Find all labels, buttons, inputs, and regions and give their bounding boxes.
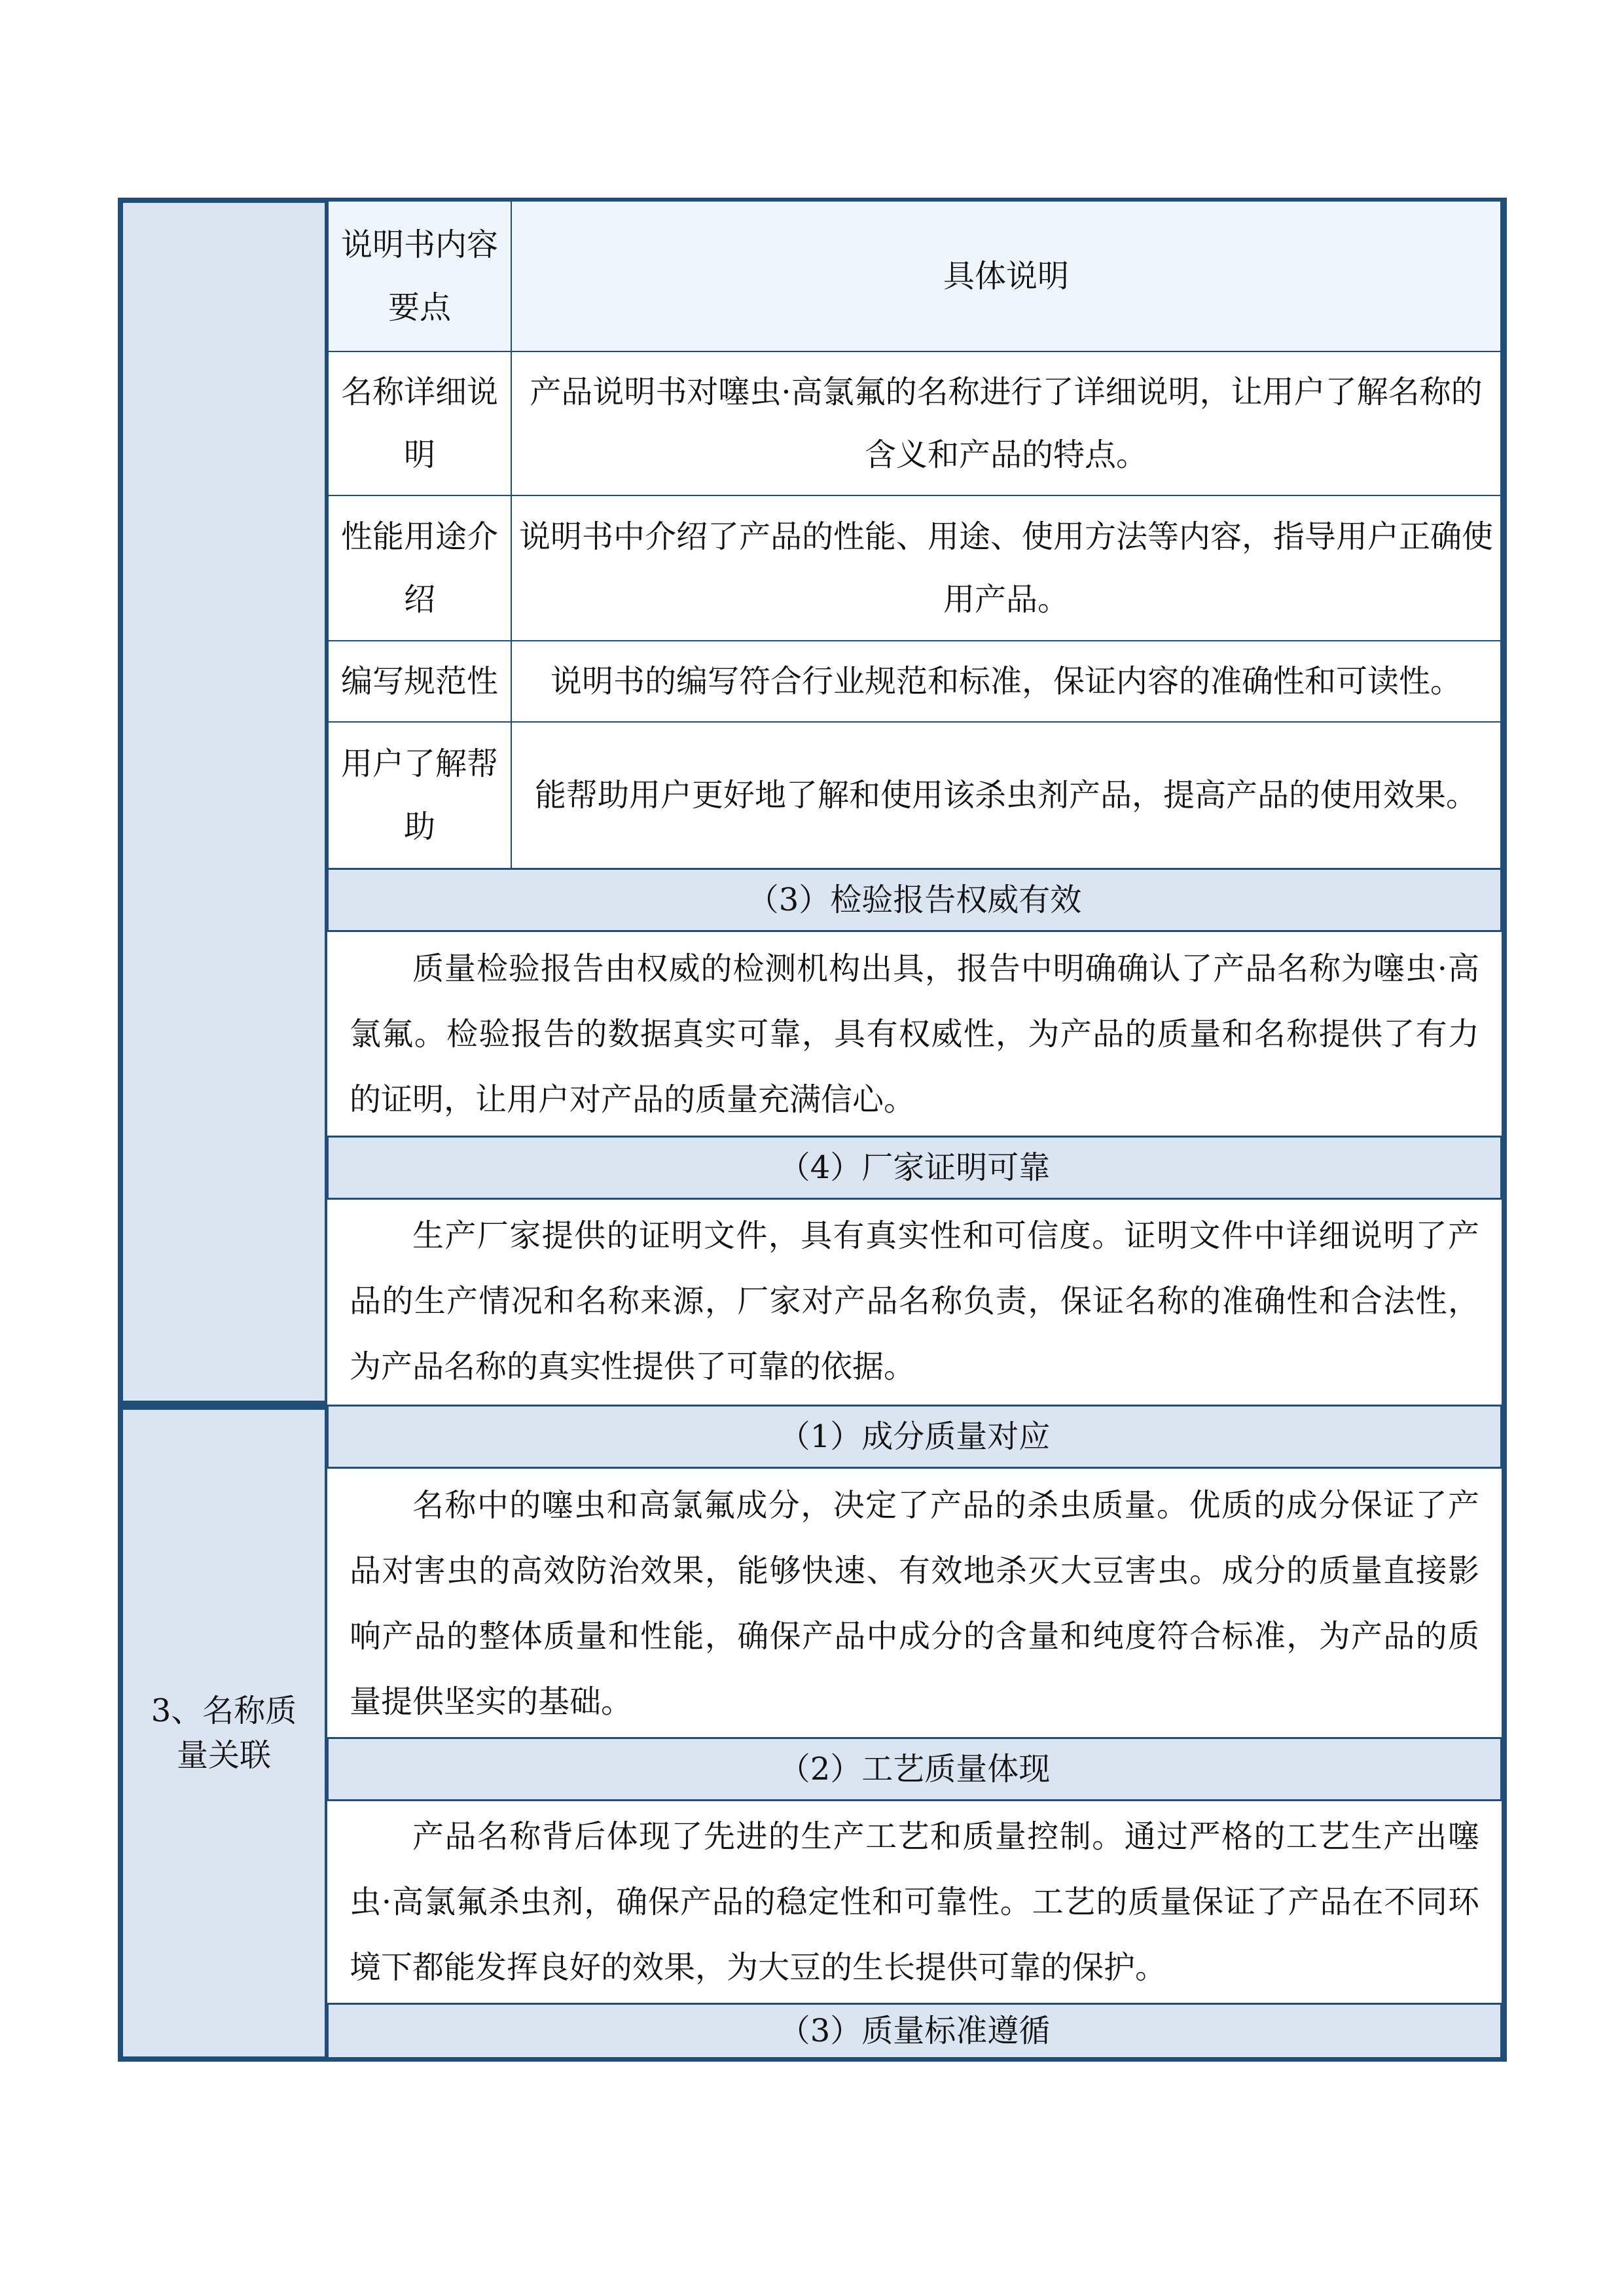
- row-text: 产品说明书对噻虫·高氯氟的名称进行了详细说明，让用户了解名称的含义和产品的特点。: [511, 351, 1502, 496]
- part3-label: 3、名称质量关联: [118, 1405, 327, 2062]
- section-title: （3）检验报告权威有效: [327, 868, 1502, 932]
- row-text: 能帮助用户更好地了解和使用该杀虫剂产品，提高产品的使用效果。: [511, 721, 1502, 869]
- header-col2: 具体说明: [511, 200, 1502, 352]
- section-title: （1）成分质量对应: [327, 1405, 1502, 1469]
- section-paragraph: 产品名称背后体现了先进的生产工艺和质量控制。通过严格的工艺生产出噻虫·高氯氟杀虫剂，确保产品的稳定性和可靠性。工艺的质量保证了产品在不同环境下都能发挥良好的效果，为大豆的生长提供可靠的保护。: [350, 1818, 1479, 1986]
- section-paragraph: 名称中的噻虫和高氯氟成分，决定了产品的杀虫质量。优质的成分保证了产品对害虫的高效防治效果，能够快速、有效地杀灭大豆害虫。成分的质量直接影响产品的整体质量和性能，确保产品中成分的含量和纯度符合标准，为产品的质量提供坚实的基础。: [350, 1487, 1479, 1720]
- row-label: 性能用途介绍: [327, 495, 512, 641]
- row-text: 说明书的编写符合行业规范和标准，保证内容的准确性和可读性。: [511, 640, 1502, 723]
- section-title: （4）厂家证明可靠: [327, 1136, 1502, 1200]
- row-text: 说明书中介绍了产品的性能、用途、使用方法等内容，指导用户正确使用产品。: [511, 495, 1502, 641]
- section-paragraph: 生产厂家提供的证明文件，具有真实性和可信度。证明文件中详细说明了产品的生产情况和名称来源，厂家对产品名称负责，保证名称的准确性和合法性，为产品名称的真实性提供了可靠的依据。: [350, 1217, 1479, 1385]
- section-title: （3）质量标准遵循: [327, 2003, 1502, 2059]
- row-label: 编写规范性: [327, 640, 512, 723]
- section-title: （2）工艺质量体现: [327, 1737, 1502, 1801]
- row-label: 用户了解帮助: [327, 721, 512, 869]
- header-col1: 说明书内容要点: [327, 200, 512, 352]
- left-column-empty: [118, 198, 327, 1406]
- row-label: 名称详细说明: [327, 351, 512, 496]
- section-paragraph: 质量检验报告由权威的检测机构出具，报告中明确确认了产品名称为噻虫·高氯氟。检验报告的数据真实可靠，具有权威性，为产品的质量和名称提供了有力的证明，让用户对产品的质量充满信心。: [350, 950, 1479, 1118]
